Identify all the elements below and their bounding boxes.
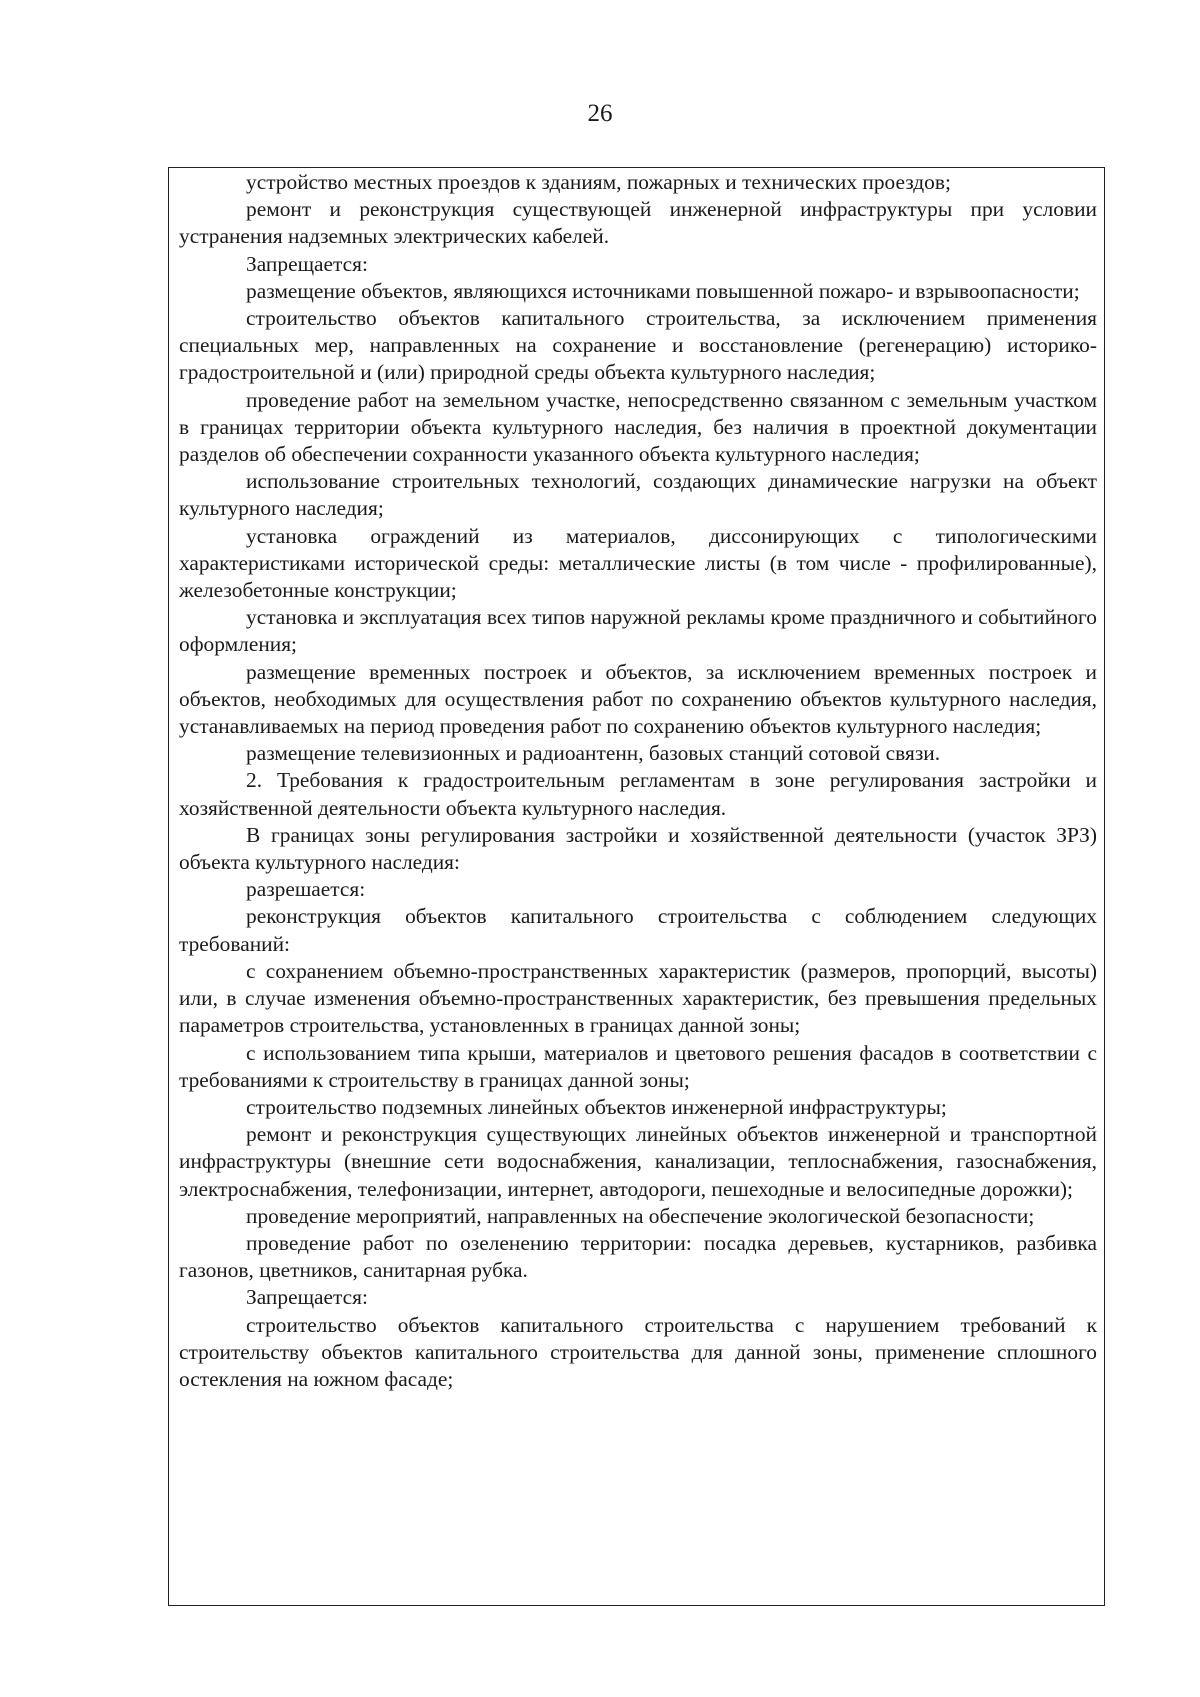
paragraph-10: размещение временных построек и объектов, за исключением временных построек и объектов, необходимых для осуществления работ по сохранению объектов культурного наследия, устанавливаемых на период проведения работ по сохранению объектов культурного наследия;	[179, 659, 1097, 739]
paragraph-21: проведение работ по озеленению территории: посадка деревьев, кустарников, разбивка газонов, цветников, санитарная рубка.	[179, 1230, 1097, 1283]
paragraph-1: устройство местных проездов к зданиям, пожарных и технических проездов;	[246, 170, 951, 194]
paragraph-3: Запрещается:	[246, 251, 368, 276]
paragraph-12: 2. Требования к градостроительным регламентам в зоне регулирования застройки и хозяйственной деятельности объекта культурного наследия.	[179, 768, 1097, 820]
paragraph-2: ремонт и реконструкция существующей инженерной инфраструктуры при условии устранения надземных электрических кабелей.	[179, 197, 1097, 249]
paragraph-14: разрешается:	[246, 877, 366, 902]
page-number: 26	[587, 100, 613, 127]
paragraph-23: строительство объектов капитального строительства с нарушением требований к строительству объектов капитального строительства для данной зоны, применение сплошного остекления на южном фасаде;	[179, 1312, 1097, 1391]
paragraph-17: с использованием типа крыши, материалов и цветового решения фасадов в соответствии с требованиями к строительству в границах данной зоны;	[179, 1040, 1097, 1092]
paragraph-16: с сохранением объемно-пространственных характеристик (размеров, пропорций, высоты) или, в случае изменения объемно-пространственных характеристик, без превышения предельных параметров строительства, установленных в границах данной зоны;	[179, 958, 1097, 1038]
document-frame	[168, 167, 1105, 1606]
paragraph-5: строительство объектов капитального строительства, за исключением применения специальных мер, направленных на сохранение и восстановление (регенерацию) историко-градостроительной и (или) природной среды объекта культурного наследия;	[179, 306, 1097, 385]
paragraph-8: установка ограждений из материалов, диссонирующих с типологическими характеристиками исторической среды: металлические листы (в том числе - профилированные), железобетонные конструкции;	[179, 523, 1097, 603]
paragraph-19: ремонт и реконструкция существующих линейных объектов инженерной и транспортной инфраструктуры (внешние сети водоснабжения, канализации, теплоснабжения, газоснабжения, электроснабжения, телефонизации, интернет, автодороги, пешеходные и велосипедные дорожки);	[179, 1122, 1097, 1201]
paragraph-6: проведение работ на земельном участке, непосредственно связанном с земельным участком в границах территории объекта культурного наследия, без наличия в проектной документации разделов об обеспечении сохранности указанного объекта культурного наследия;	[179, 387, 1097, 467]
paragraph-11: размещение телевизионных и радиоантенн, базовых станций сотовой связи.	[246, 741, 941, 766]
paragraph-7: использование строительных технологий, создающих динамические нагрузки на объект культурного наследия;	[179, 469, 1097, 521]
paragraph-15: реконструкция объектов капитального строительства с соблюдением следующих требований:	[179, 904, 1097, 956]
paragraph-13: В границах зоны регулирования застройки и хозяйственной деятельности (участок ЗРЗ) объекта культурного наследия:	[179, 822, 1097, 875]
paragraph-20: проведение мероприятий, направленных на обеспечение экологической безопасности;	[246, 1203, 1035, 1228]
paragraph-9: установка и эксплуатация всех типов наружной рекламы кроме праздничного и событийного оформления;	[179, 605, 1097, 657]
paragraph-4: размещение объектов, являющихся источниками повышенной пожаро- и взрывоопасности;	[246, 278, 1080, 303]
paragraph-18: строительство подземных линейных объектов инженерной инфраструктуры;	[246, 1094, 947, 1119]
paragraph-22: Запрещается:	[246, 1285, 368, 1310]
